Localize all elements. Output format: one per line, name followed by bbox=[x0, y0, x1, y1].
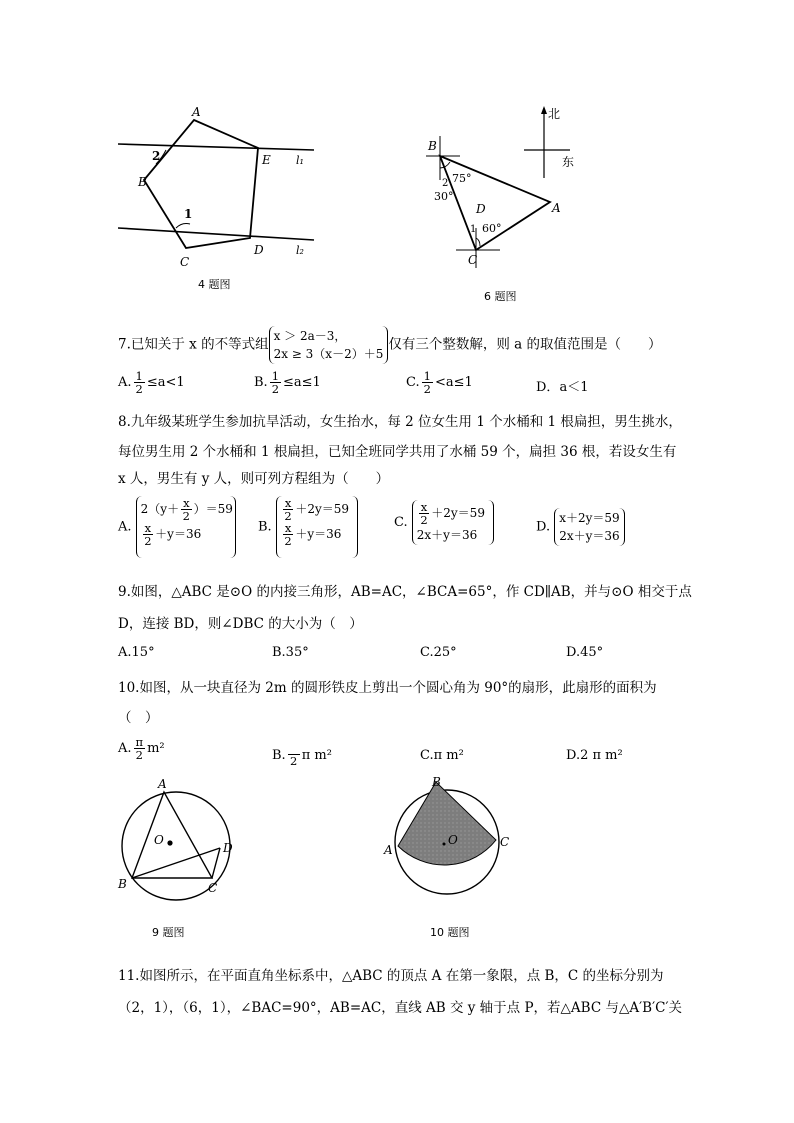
q7-option-a[interactable]: A. $\frac{1}{2}$ ≤a<1 bbox=[118, 369, 185, 397]
fig6-label-30: 30° bbox=[434, 190, 454, 203]
fig6-label-B: B bbox=[428, 139, 437, 153]
fig4-label-A: A bbox=[192, 105, 201, 119]
fig10-label-C: C bbox=[500, 835, 510, 849]
fig10-label-B: B bbox=[432, 775, 441, 789]
fig4-label-E: E bbox=[262, 153, 271, 167]
fig9-caption: 9 题图 bbox=[152, 926, 185, 939]
fig6-label-1: 1 bbox=[470, 224, 477, 235]
fig6-label-C: C bbox=[468, 253, 478, 267]
fig6-label-A: A bbox=[552, 201, 561, 215]
fig6-label-D: D bbox=[476, 202, 486, 216]
figure-9 bbox=[112, 776, 252, 906]
fig4-label-C: C bbox=[180, 255, 190, 269]
q7-option-d[interactable]: D．a＜1 bbox=[536, 380, 589, 395]
fig10-label-A: A bbox=[384, 843, 393, 857]
q10-option-a[interactable]: A. $\frac{\pi}{2}$ m² bbox=[118, 735, 165, 763]
q8-option-d[interactable]: D. x＋2y＝59 2x＋y＝36 bbox=[536, 508, 625, 546]
fig4-label-2: 2 bbox=[152, 149, 161, 163]
fig6-label-75: 75° bbox=[452, 172, 472, 185]
q7-text-b: 仅有三个整数解，则 a 的取值范围是（ ） bbox=[388, 336, 662, 353]
fig9-label-O: O bbox=[154, 833, 164, 847]
q9-line2: D，连接 BD，则∠DBC 的大小为（ ） bbox=[118, 616, 363, 632]
q8-option-c[interactable]: C. $\frac{x}{2}$ ＋2y＝59 2x＋y＝36 bbox=[394, 500, 494, 545]
q7-row1: x ＞ 2a－3， bbox=[273, 329, 347, 343]
q11-line1: 11.如图所示，在平面直角坐标系中，△ABC 的顶点 A 在第一象限，点 B，C 的坐标分别为 bbox=[118, 968, 664, 984]
q7-option-c[interactable]: C. $\frac{1}{2}$ <a≤1 bbox=[406, 369, 473, 397]
fig4-label-1: 1 bbox=[184, 207, 193, 221]
fig10-label-O: O bbox=[448, 833, 458, 847]
q11-line2: （2，1），（6，1），∠BAC=90°，AB=AC，直线 AB 交 y 轴于点 P，若△ABC 与△A′B′C′关 bbox=[118, 1000, 683, 1016]
fig6-label-east: 东 bbox=[562, 155, 575, 169]
q10-option-d[interactable]: D.2 π m² bbox=[566, 748, 623, 763]
q7-option-b[interactable]: B. $\frac{1}{2}$ ≤a≤1 bbox=[254, 369, 321, 397]
q9-option-a[interactable]: A.15° bbox=[118, 645, 155, 660]
q9-line1: 9.如图，△ABC 是⊙O 的内接三角形，AB=AC，∠BCA=65°，作 CD∥AB，并与⊙O 相交于点 bbox=[118, 584, 692, 600]
figure-10 bbox=[380, 774, 520, 904]
q8-line2: 每位男生用 2 个水桶和 1 根扁担，已知全班同学共用了水桶 59 个，扁担 36 根，若设女生有 bbox=[118, 444, 677, 460]
fig9-label-C: C bbox=[208, 881, 218, 895]
q7-system bbox=[269, 326, 389, 364]
fig4-label-B: B bbox=[138, 175, 147, 189]
q10-option-c[interactable]: C.π m² bbox=[420, 748, 464, 763]
fig6-label-60: 60° bbox=[482, 222, 502, 235]
q10-option-b[interactable]: B. 2 π m² bbox=[272, 744, 332, 767]
fig6-label-2: 2 bbox=[442, 178, 449, 189]
fig4-label-D: D bbox=[254, 243, 264, 257]
q7-row2: 2x ≥ 3（x－2）＋5 bbox=[273, 347, 384, 361]
q7-text-a: 7.已知关于 x 的不等式组 bbox=[118, 336, 269, 353]
q8-option-b[interactable]: B. $\frac{x}{2}$ ＋2y＝59 $\frac{x}{2}$ ＋y＝36 bbox=[258, 496, 358, 558]
q10-line2: （ ） bbox=[118, 710, 159, 726]
question-7 bbox=[118, 326, 661, 364]
fig4-label-l2: l₂ bbox=[296, 244, 304, 257]
figure-6 bbox=[420, 100, 610, 270]
fig4-caption: 4 题图 bbox=[198, 278, 231, 291]
fig9-label-D: D bbox=[223, 841, 233, 855]
fig4-label-l1: l₁ bbox=[296, 154, 304, 167]
q8-line1: 8.九年级某班学生参加抗旱活动，女生抬水，每 2 位女生用 1 个水桶和 1 根扁担，男生挑水， bbox=[118, 414, 682, 430]
q8-line3: x 人，男生有 y 人，则可列方程组为（ ） bbox=[118, 471, 390, 487]
q9-option-c[interactable]: C.25° bbox=[420, 645, 457, 660]
q10-line1: 10.如图，从一块直径为 2m 的圆形铁皮上剪出一个圆心角为 90°的扇形，此扇形的面积为 bbox=[118, 680, 657, 696]
fig9-label-A: A bbox=[158, 777, 167, 791]
figure-4 bbox=[118, 100, 318, 270]
q9-option-d[interactable]: D.45° bbox=[566, 645, 604, 660]
fig6-caption: 6 题图 bbox=[484, 290, 517, 303]
fig6-label-north: 北 bbox=[548, 107, 561, 121]
q8-option-a[interactable]: A. 2（y＋ $\frac{x}{2}$ ）＝59 $\frac{x}{2}$ ＋y＝36 bbox=[118, 496, 236, 558]
fig9-label-B: B bbox=[118, 877, 127, 891]
fig10-caption: 10 题图 bbox=[430, 926, 470, 939]
q9-option-b[interactable]: B.35° bbox=[272, 645, 309, 660]
